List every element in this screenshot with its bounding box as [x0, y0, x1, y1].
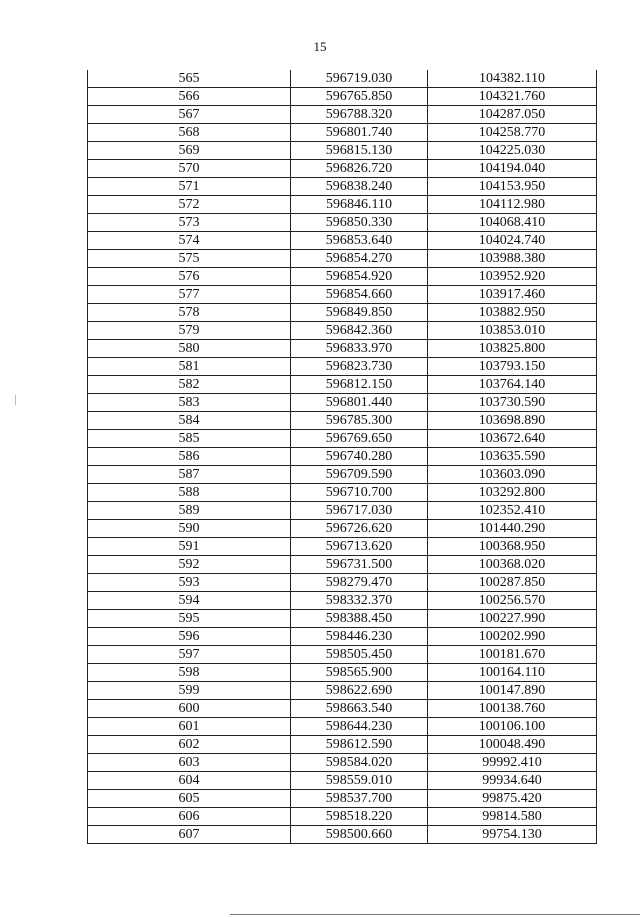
- x-coordinate-cell: 598518.220: [291, 808, 428, 826]
- page-number: 15: [313, 39, 327, 54]
- x-coordinate-cell: 598537.700: [291, 790, 428, 808]
- point-number-cell: 565: [88, 70, 291, 88]
- table-row: [88, 160, 597, 178]
- x-coordinate-cell: 596765.850: [291, 88, 428, 106]
- x-coordinate-cell: 596719.030: [291, 70, 428, 88]
- x-coordinate-cell: 598505.450: [291, 646, 428, 664]
- point-number-cell: 584: [88, 412, 291, 430]
- table-row: [88, 286, 597, 304]
- y-coordinate-cell: 101440.290: [428, 520, 597, 538]
- y-coordinate-cell: 99754.130: [428, 826, 597, 844]
- point-number-cell: 603: [88, 754, 291, 772]
- x-coordinate-cell: 596854.660: [291, 286, 428, 304]
- x-coordinate-cell: 598332.370: [291, 592, 428, 610]
- point-number-cell: 593: [88, 574, 291, 592]
- x-coordinate-cell: 598279.470: [291, 574, 428, 592]
- x-coordinate-cell: 598644.230: [291, 718, 428, 736]
- y-coordinate-cell: 103764.140: [428, 376, 597, 394]
- y-coordinate-cell: 103603.090: [428, 466, 597, 484]
- y-coordinate-cell: 104321.760: [428, 88, 597, 106]
- x-coordinate-cell: 596842.360: [291, 322, 428, 340]
- point-number-cell: 574: [88, 232, 291, 250]
- y-coordinate-cell: 100256.570: [428, 592, 597, 610]
- y-coordinate-cell: 99934.640: [428, 772, 597, 790]
- x-coordinate-cell: 598565.900: [291, 664, 428, 682]
- y-coordinate-cell: 103952.920: [428, 268, 597, 286]
- y-coordinate-cell: 103853.010: [428, 322, 597, 340]
- x-coordinate-cell: 596731.500: [291, 556, 428, 574]
- y-coordinate-cell: 103988.380: [428, 250, 597, 268]
- y-coordinate-cell: 100368.950: [428, 538, 597, 556]
- table-row: [88, 430, 597, 448]
- table-row: [88, 556, 597, 574]
- y-coordinate-cell: 103730.590: [428, 394, 597, 412]
- table-row: [88, 250, 597, 268]
- point-number-cell: 579: [88, 322, 291, 340]
- table-row: [88, 700, 597, 718]
- y-coordinate-cell: 103292.800: [428, 484, 597, 502]
- table-row: [88, 376, 597, 394]
- table-row: [88, 88, 597, 106]
- table-row: [88, 448, 597, 466]
- y-coordinate-cell: 104153.950: [428, 178, 597, 196]
- x-coordinate-cell: 596801.740: [291, 124, 428, 142]
- table-row: [88, 718, 597, 736]
- x-coordinate-cell: 596838.240: [291, 178, 428, 196]
- x-coordinate-cell: 598388.450: [291, 610, 428, 628]
- point-number-cell: 581: [88, 358, 291, 376]
- point-number-cell: 596: [88, 628, 291, 646]
- x-coordinate-cell: 598584.020: [291, 754, 428, 772]
- x-coordinate-cell: 596854.270: [291, 250, 428, 268]
- table-row: [88, 106, 597, 124]
- point-number-cell: 597: [88, 646, 291, 664]
- point-number-cell: 577: [88, 286, 291, 304]
- table-row: [88, 826, 597, 844]
- table-row: [88, 538, 597, 556]
- point-number-cell: 590: [88, 520, 291, 538]
- y-coordinate-cell: 103825.800: [428, 340, 597, 358]
- point-number-cell: 583: [88, 394, 291, 412]
- x-coordinate-cell: 596713.620: [291, 538, 428, 556]
- table-row: [88, 592, 597, 610]
- y-coordinate-cell: 100106.100: [428, 718, 597, 736]
- y-coordinate-cell: 104112.980: [428, 196, 597, 214]
- table-row: [88, 178, 597, 196]
- y-coordinate-cell: 100368.020: [428, 556, 597, 574]
- x-coordinate-cell: 596826.720: [291, 160, 428, 178]
- table-row: [88, 322, 597, 340]
- table-row: [88, 124, 597, 142]
- table-row: [88, 808, 597, 826]
- table-row: [88, 736, 597, 754]
- point-number-cell: 582: [88, 376, 291, 394]
- point-number-cell: 570: [88, 160, 291, 178]
- y-coordinate-cell: 100048.490: [428, 736, 597, 754]
- point-number-cell: 589: [88, 502, 291, 520]
- y-coordinate-cell: 104024.740: [428, 232, 597, 250]
- x-coordinate-cell: 596788.320: [291, 106, 428, 124]
- y-coordinate-cell: 103672.640: [428, 430, 597, 448]
- y-coordinate-cell: 103698.890: [428, 412, 597, 430]
- table-row: [88, 196, 597, 214]
- point-number-cell: 607: [88, 826, 291, 844]
- x-coordinate-cell: 596854.920: [291, 268, 428, 286]
- y-coordinate-cell: 104194.040: [428, 160, 597, 178]
- left-edge-mark: [15, 395, 16, 405]
- x-coordinate-cell: 596853.640: [291, 232, 428, 250]
- point-number-cell: 571: [88, 178, 291, 196]
- table-row: [88, 358, 597, 376]
- x-coordinate-cell: 596846.110: [291, 196, 428, 214]
- y-coordinate-cell: 100287.850: [428, 574, 597, 592]
- y-coordinate-cell: 99992.410: [428, 754, 597, 772]
- x-coordinate-cell: 596823.730: [291, 358, 428, 376]
- table-row: [88, 520, 597, 538]
- table-row: [88, 754, 597, 772]
- x-coordinate-cell: 596709.590: [291, 466, 428, 484]
- table-row: [88, 772, 597, 790]
- table-row: [88, 394, 597, 412]
- table-row: [88, 502, 597, 520]
- table-row: [88, 304, 597, 322]
- point-number-cell: 604: [88, 772, 291, 790]
- table-row: [88, 340, 597, 358]
- x-coordinate-cell: 596812.150: [291, 376, 428, 394]
- point-number-cell: 586: [88, 448, 291, 466]
- x-coordinate-cell: 598446.230: [291, 628, 428, 646]
- x-coordinate-cell: 598612.590: [291, 736, 428, 754]
- table-row: [88, 232, 597, 250]
- x-coordinate-cell: 598663.540: [291, 700, 428, 718]
- x-coordinate-cell: 596850.330: [291, 214, 428, 232]
- table-row: [88, 466, 597, 484]
- y-coordinate-cell: 100202.990: [428, 628, 597, 646]
- table-row: [88, 790, 597, 808]
- x-coordinate-cell: 598500.660: [291, 826, 428, 844]
- table-row: [88, 610, 597, 628]
- table-body: [88, 70, 597, 844]
- point-number-cell: 606: [88, 808, 291, 826]
- point-number-cell: 592: [88, 556, 291, 574]
- point-number-cell: 585: [88, 430, 291, 448]
- y-coordinate-cell: 100181.670: [428, 646, 597, 664]
- x-coordinate-cell: 598622.690: [291, 682, 428, 700]
- x-coordinate-cell: 596717.030: [291, 502, 428, 520]
- point-number-cell: 602: [88, 736, 291, 754]
- point-number-cell: 599: [88, 682, 291, 700]
- y-coordinate-cell: 104068.410: [428, 214, 597, 232]
- point-number-cell: 580: [88, 340, 291, 358]
- x-coordinate-cell: 596815.130: [291, 142, 428, 160]
- y-coordinate-cell: 103917.460: [428, 286, 597, 304]
- y-coordinate-cell: 103882.950: [428, 304, 597, 322]
- point-number-cell: 568: [88, 124, 291, 142]
- x-coordinate-cell: 596833.970: [291, 340, 428, 358]
- x-coordinate-cell: 596710.700: [291, 484, 428, 502]
- y-coordinate-cell: 99814.580: [428, 808, 597, 826]
- x-coordinate-cell: 596849.850: [291, 304, 428, 322]
- table-row: [88, 142, 597, 160]
- point-number-cell: 600: [88, 700, 291, 718]
- point-number-cell: 595: [88, 610, 291, 628]
- point-number-cell: 569: [88, 142, 291, 160]
- table-row: [88, 268, 597, 286]
- table-row: [88, 646, 597, 664]
- x-coordinate-cell: 596769.650: [291, 430, 428, 448]
- point-number-cell: 594: [88, 592, 291, 610]
- x-coordinate-cell: 596726.620: [291, 520, 428, 538]
- point-number-cell: 601: [88, 718, 291, 736]
- x-coordinate-cell: 596785.300: [291, 412, 428, 430]
- point-number-cell: 576: [88, 268, 291, 286]
- y-coordinate-cell: 99875.420: [428, 790, 597, 808]
- y-coordinate-cell: 100147.890: [428, 682, 597, 700]
- point-number-cell: 572: [88, 196, 291, 214]
- point-number-cell: 575: [88, 250, 291, 268]
- table-row: [88, 70, 597, 88]
- y-coordinate-cell: 102352.410: [428, 502, 597, 520]
- y-coordinate-cell: 104382.110: [428, 70, 597, 88]
- y-coordinate-cell: 104258.770: [428, 124, 597, 142]
- point-number-cell: 566: [88, 88, 291, 106]
- y-coordinate-cell: 100227.990: [428, 610, 597, 628]
- coordinates-table: [87, 70, 597, 844]
- table-row: [88, 214, 597, 232]
- table-row: [88, 664, 597, 682]
- x-coordinate-cell: 596740.280: [291, 448, 428, 466]
- y-coordinate-cell: 100164.110: [428, 664, 597, 682]
- point-number-cell: 578: [88, 304, 291, 322]
- y-coordinate-cell: 103635.590: [428, 448, 597, 466]
- bottom-rule: [230, 914, 640, 915]
- table-row: [88, 412, 597, 430]
- table-row: [88, 484, 597, 502]
- point-number-cell: 588: [88, 484, 291, 502]
- point-number-cell: 587: [88, 466, 291, 484]
- point-number-cell: 573: [88, 214, 291, 232]
- point-number-cell: 605: [88, 790, 291, 808]
- point-number-cell: 591: [88, 538, 291, 556]
- table-row: [88, 574, 597, 592]
- y-coordinate-cell: 103793.150: [428, 358, 597, 376]
- x-coordinate-cell: 598559.010: [291, 772, 428, 790]
- y-coordinate-cell: 100138.760: [428, 700, 597, 718]
- table-row: [88, 682, 597, 700]
- point-number-cell: 598: [88, 664, 291, 682]
- table-row: [88, 628, 597, 646]
- point-number-cell: 567: [88, 106, 291, 124]
- y-coordinate-cell: 104287.050: [428, 106, 597, 124]
- y-coordinate-cell: 104225.030: [428, 142, 597, 160]
- x-coordinate-cell: 596801.440: [291, 394, 428, 412]
